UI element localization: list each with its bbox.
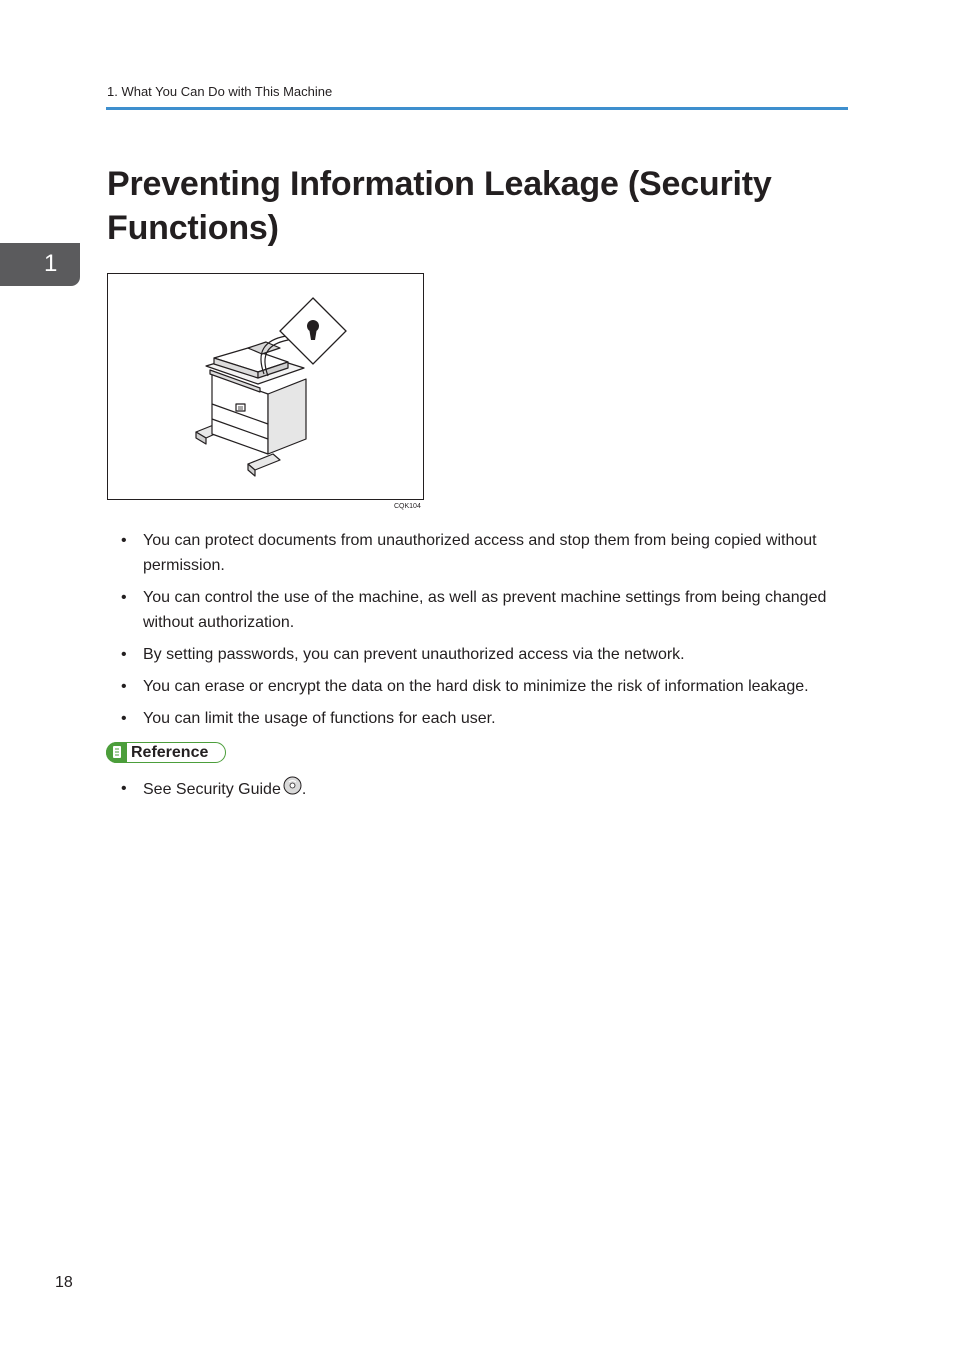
page-number: 18 [55, 1274, 73, 1291]
reference-suffix: . [301, 781, 307, 798]
feature-list [121, 528, 841, 738]
list-item: • You can control the use of the machine, as well as prevent machine settings from being changed without authorization. [121, 585, 841, 635]
figure-code: CQK104 [394, 503, 421, 510]
running-header: 1. What You Can Do with This Machine [107, 84, 333, 99]
reference-label: Reference [131, 744, 209, 761]
copier-icon [196, 342, 306, 476]
chapter-number: 1 [44, 250, 58, 277]
list-item: • You can limit the usage of functions for each user. [121, 706, 841, 731]
page-title: Preventing Information Leakage (Security Functions) [107, 165, 772, 247]
list-item: • You can erase or encrypt the data on the hard disk to minimize the risk of information leakage. [121, 674, 841, 699]
reference-heading [106, 742, 226, 763]
reference-icon [106, 742, 127, 763]
list-item [121, 776, 841, 802]
chapter-tab [0, 243, 80, 286]
figure-frame [107, 273, 424, 500]
list-item: • By setting passwords, you can prevent unauthorized access via the network. [121, 642, 841, 667]
copier-illustration [108, 274, 423, 499]
key-icon [280, 298, 346, 364]
reference-list [121, 776, 841, 802]
list-item: • You can protect documents from unauthorized access and stop them from being copied without permission. [121, 528, 841, 578]
security-guide-link[interactable]: See Security Guide [143, 781, 281, 798]
cd-icon [283, 776, 302, 795]
header-rule [106, 107, 848, 110]
